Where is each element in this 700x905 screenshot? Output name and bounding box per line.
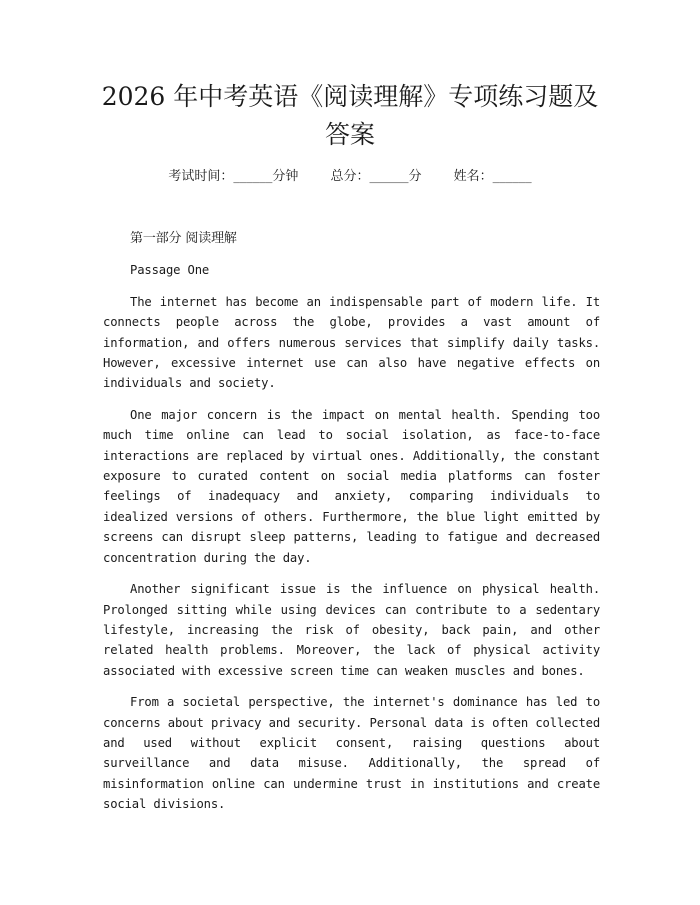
paragraph-3: Another significant issue is the influence on physical health. Prolonged sitting while using devices can contribute to a sedentary lifestyle, increasing the risk of obesity, back pain, and other related health problems. Moreover, the lack of physical activity associated with excessive screen time can weaken muscles and bones. (103, 582, 600, 678)
paragraph-4: From a societal perspective, the internet's dominance has led to concerns about privacy and security. Personal data is often collected and used without explicit consent, raising questions about surveillance and data misuse. Additionally, the spread of misinformation online can undermine trust in institutions and create social divisions. (103, 695, 600, 812)
passage-title: Passage One (130, 263, 210, 278)
document-title: 2026 年中考英语《阅读理解》专项练习题及答案 (101, 82, 599, 149)
document-body (103, 229, 600, 826)
student-name-field: 姓名：______ (453, 169, 532, 184)
exam-meta-line (0, 167, 700, 187)
exam-time-field: 考试时间：______分钟 (168, 169, 299, 184)
section-title: 第一部分 阅读理解 (130, 231, 237, 246)
paragraph-1: The internet has become an indispensable part of modern life. It connects people across the globe, provides a vast amount of information, and offers numerous services that simplify daily tasks. However, excessive internet use can also have negative effects on individuals and society. (103, 294, 600, 391)
total-score-field: 总分：______分 (330, 169, 422, 184)
paragraph-2: One major concern is the impact on mental health. Spending too much time online can lead to social isolation, as face-to-face interactions are replaced by virtual ones. Additionally, the constant exposure to curated content on social media platforms can foster feelings of inadequacy and anxiety, comparing individuals to idealized versions of others. Furthermore, the blue light emitted by screens can disrupt sleep patterns, leading to fatigue and decreased concentration during the day. (103, 407, 600, 565)
